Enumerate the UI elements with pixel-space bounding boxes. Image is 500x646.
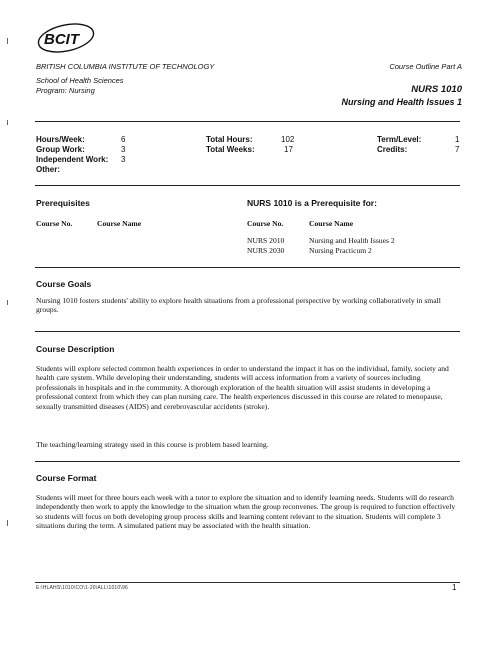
bcit-logo (34, 22, 96, 56)
independent-work-value: 3 (121, 155, 126, 164)
divider (35, 121, 460, 122)
course-no-cell: NURS 2010 (247, 236, 285, 245)
course-description-text: Students will explore selected common health experiences in order to understand the impact it has on the individual, family, society and health care system. While developing their understanding, students will access information from a variety of sources including professionals in hospitals and in the community. A thorough exploration of the health situation will assist students in developing a professional context from which they can plan nursing care. The health experiences discussed in this course are related to menopause, sexually transmitted diseases (AIDS) and cerebrovascular accidents (stroke). (36, 364, 449, 411)
margin-mark (7, 38, 8, 44)
is-prereq-col-course-name: Course Name (309, 219, 354, 228)
page-number: 1 (452, 583, 457, 592)
term-level-value: 1 (455, 135, 460, 144)
course-format-title: Course Format (36, 473, 97, 483)
prereq-col-course-no: Course No. (36, 219, 73, 228)
course-goals-text: Nursing 1010 fosters students' ability to explore health situations from a professional perspective by working collaboratively in small groups. (36, 296, 441, 315)
course-title: Nursing and Health Issues 1 (341, 97, 462, 107)
total-hours-label: Total Hours: (206, 135, 253, 144)
margin-mark (7, 300, 8, 305)
independent-work-label: Independent Work: (36, 155, 109, 164)
course-code: NURS 1010 (411, 84, 462, 95)
course-name-cell: Nursing Practicum 2 (309, 246, 372, 255)
group-work-value: 3 (121, 145, 126, 154)
divider (35, 267, 460, 268)
footer-divider (35, 582, 460, 583)
divider (35, 185, 460, 186)
prerequisites-title: Prerequisites (36, 198, 90, 208)
divider (35, 461, 460, 462)
margin-mark (7, 120, 8, 125)
program-name: Program: Nursing (36, 86, 95, 95)
credits-value: 7 (455, 145, 460, 154)
is-prerequisite-title: NURS 1010 is a Prerequisite for: (247, 198, 377, 208)
hours-week-label: Hours/Week: (36, 135, 85, 144)
table-row (247, 246, 372, 256)
divider (35, 331, 460, 332)
logo-text: BCIT (44, 31, 79, 48)
is-prereq-col-course-no: Course No. (247, 219, 284, 228)
term-level-label: Term/Level: (377, 135, 422, 144)
doc-type: Course Outline Part A (389, 62, 462, 71)
total-weeks-value: 17 (284, 145, 293, 154)
margin-mark (7, 520, 8, 526)
table-row (247, 236, 395, 246)
hours-week-value: 6 (121, 135, 126, 144)
course-description-strategy: The teaching/learning strategy used in this course is problem based learning. (36, 440, 269, 449)
course-format-text: Students will meet for three hours each week with a tutor to explore the situation and to identify learning needs. Students will do research independently then work to apply the knowledge to the situation when the group reconvenes. The group is required to function effectively so students will focus on both developing group process skills and learning content relevant to the situation. Students will complete 3 situations during the term. A simulated patient may be associated with the health situation. (36, 493, 456, 531)
other-label: Other: (36, 165, 60, 174)
school-name: School of Health Sciences (36, 76, 124, 85)
course-description-title: Course Description (36, 344, 115, 354)
credits-label: Credits: (377, 145, 408, 154)
institution-name: BRITISH COLUMBIA INSTITUTE OF TECHNOLOGY (36, 62, 215, 71)
footer-file-code: E:\HLAHS\1010\CO\1-20\ALL\1010\96 (36, 585, 128, 591)
total-hours-value: 102 (281, 135, 295, 144)
course-name-cell: Nursing and Health Issues 2 (309, 236, 395, 245)
prereq-col-course-name: Course Name (97, 219, 142, 228)
course-no-cell: NURS 2030 (247, 246, 285, 255)
group-work-label: Group Work: (36, 145, 85, 154)
total-weeks-label: Total Weeks: (206, 145, 255, 154)
course-goals-title: Course Goals (36, 279, 92, 289)
